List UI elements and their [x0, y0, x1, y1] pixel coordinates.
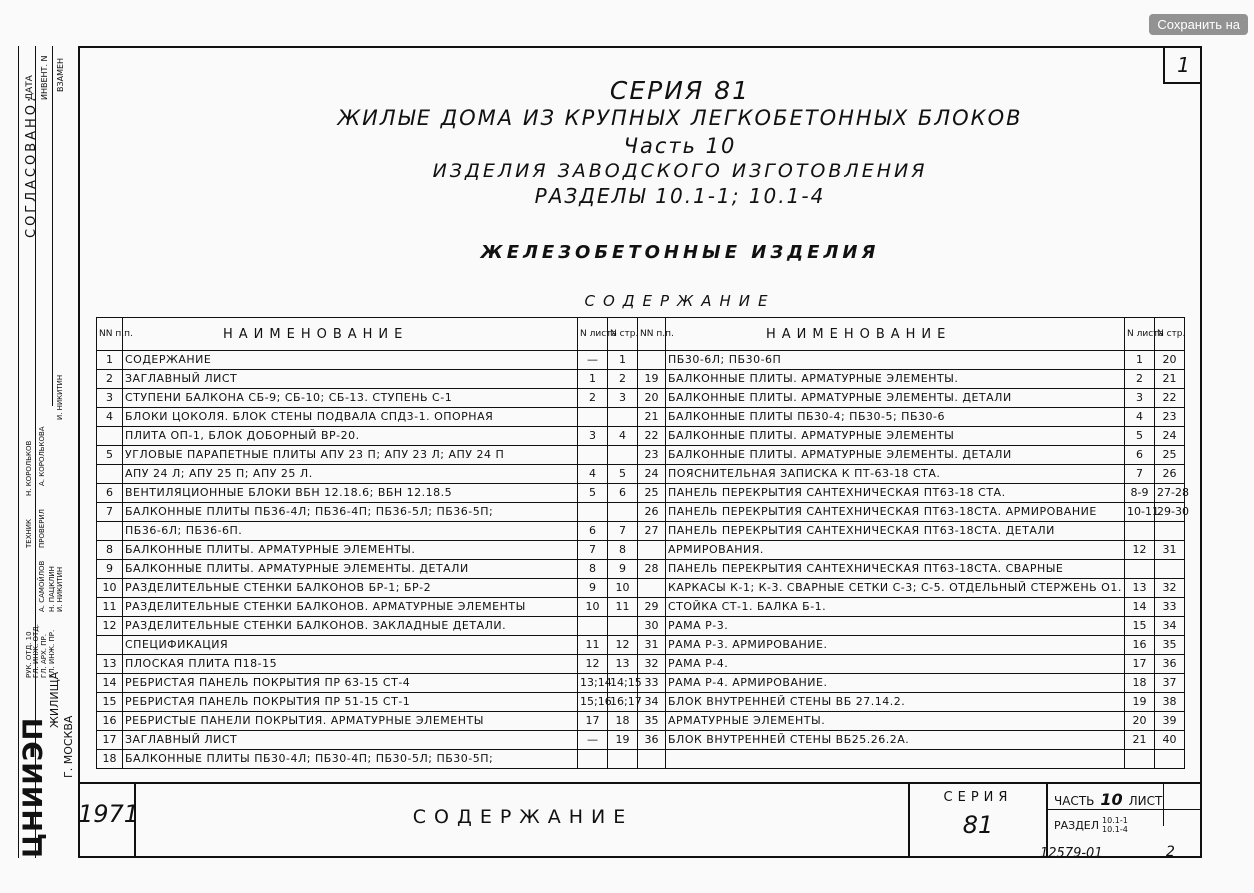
row-page: 11	[608, 598, 638, 617]
row-page: 2	[608, 370, 638, 389]
row-number: 1	[97, 351, 123, 370]
row-number: 9	[97, 560, 123, 579]
row-number: 32	[638, 655, 666, 674]
row-page	[608, 617, 638, 636]
row-page: 40	[1155, 731, 1185, 750]
approver-name: А. САМОЙЛОВ	[38, 560, 46, 612]
sheet-label: ЛИСТ	[1128, 794, 1163, 808]
row-sheet: 4	[578, 465, 608, 484]
row-name: РАЗДЕЛИТЕЛЬНЫЕ СТЕНКИ БАЛКОНОВ БР-1; БР-2	[123, 579, 578, 598]
row-sheet: 1	[1125, 351, 1155, 370]
row-name: ВЕНТИЛЯЦИОННЫЕ БЛОКИ ВБН 12.18.6; ВБН 12.18.5	[123, 484, 578, 503]
table-row	[97, 636, 638, 655]
row-page: 9	[608, 560, 638, 579]
row-sheet: 16	[1125, 636, 1155, 655]
table-row	[638, 541, 1185, 560]
row-sheet: 17	[1125, 655, 1155, 674]
row-number: 10	[97, 579, 123, 598]
table-row	[97, 598, 638, 617]
row-number: 11	[97, 598, 123, 617]
table-row	[638, 750, 1185, 769]
row-name: БАЛКОННЫЕ ПЛИТЫ ПБ36-4Л; ПБ36-4П; ПБ36-5Л; ПБ36-5П;	[123, 503, 578, 522]
row-number	[97, 636, 123, 655]
row-sheet: 2	[1125, 370, 1155, 389]
row-number	[638, 750, 666, 769]
row-name: РЕБРИСТАЯ ПАНЕЛЬ ПОКРЫТИЯ ПР 51-15 СТ-1	[123, 693, 578, 712]
section-bottom: 10.1-4	[1102, 825, 1128, 834]
table-row	[638, 693, 1185, 712]
header-name: НАИМЕНОВАНИЕ	[666, 318, 1125, 351]
sections-title: РАЗДЕЛЫ 10.1-1; 10.1-4	[534, 184, 826, 208]
role-label: РУК. ОТД. 10	[25, 631, 33, 678]
approver-name: А. КОРОЛЬКОВА	[38, 426, 46, 486]
table-row	[97, 560, 638, 579]
row-sheet: 10-11	[1125, 503, 1155, 522]
row-number: 34	[638, 693, 666, 712]
row-page: 27-28	[1155, 484, 1185, 503]
section-fraction	[1102, 816, 1128, 834]
row-number: 28	[638, 560, 666, 579]
table-row	[97, 731, 638, 750]
table-row	[97, 579, 638, 598]
row-sheet: 18	[1125, 674, 1155, 693]
row-name: ПОЯСНИТЕЛЬНАЯ ЗАПИСКА К ПТ-63-18 СТА.	[666, 465, 1125, 484]
row-name: РЕБРИСТАЯ ПАНЕЛЬ ПОКРЫТИЯ ПР 63-15 СТ-4	[123, 674, 578, 693]
section-top: 10.1-1	[1102, 816, 1128, 825]
row-sheet	[1125, 522, 1155, 541]
table-row	[97, 522, 638, 541]
header-sheet: N листа	[578, 318, 608, 351]
table-row	[97, 503, 638, 522]
row-number: 4	[97, 408, 123, 427]
row-number: 8	[97, 541, 123, 560]
row-name: ПАНЕЛЬ ПЕРЕКРЫТИЯ САНТЕХНИЧЕСКАЯ ПТ63-18СТА. СВАРНЫЕ	[666, 560, 1125, 579]
row-name: РАМА Р-4.	[666, 655, 1125, 674]
row-page: 34	[1155, 617, 1185, 636]
table-row	[97, 541, 638, 560]
inventory-label: ИНВЕНТ. N	[40, 55, 49, 100]
row-sheet: 10	[578, 598, 608, 617]
table-row	[638, 560, 1185, 579]
table-row	[638, 427, 1185, 446]
row-page	[1155, 750, 1185, 769]
agreed-label: СОГЛАСОВАНО:	[24, 94, 39, 238]
row-sheet: 13	[1125, 579, 1155, 598]
section-label: РАЗДЕЛ	[1054, 818, 1100, 832]
row-page: 33	[1155, 598, 1185, 617]
row-number: 26	[638, 503, 666, 522]
row-sheet: 5	[578, 484, 608, 503]
row-sheet	[1125, 750, 1155, 769]
row-number: 15	[97, 693, 123, 712]
row-sheet: 7	[1125, 465, 1155, 484]
row-number: 17	[97, 731, 123, 750]
row-sheet: 2	[578, 389, 608, 408]
row-sheet	[578, 617, 608, 636]
row-sheet: 3	[578, 427, 608, 446]
row-page	[608, 503, 638, 522]
row-sheet: 13;14	[578, 674, 608, 693]
row-page: 23	[1155, 408, 1185, 427]
archive-code: 12579-01	[1040, 846, 1103, 861]
row-name: РЕБРИСТЫЕ ПАНЕЛИ ПОКРЫТИЯ. АРМАТУРНЫЕ ЭЛЕМЕНТЫ	[123, 712, 578, 731]
row-name: РАМА Р-3. АРМИРОВАНИЕ.	[666, 636, 1125, 655]
part-value: 10	[1100, 790, 1123, 809]
row-sheet: 6	[578, 522, 608, 541]
row-number	[638, 541, 666, 560]
row-number	[638, 351, 666, 370]
row-page: 35	[1155, 636, 1185, 655]
row-number: 16	[97, 712, 123, 731]
row-page	[608, 750, 638, 769]
table-row	[638, 389, 1185, 408]
row-name: БАЛКОННЫЕ ПЛИТЫ ПБ30-4Л; ПБ30-4П; ПБ30-5Л; ПБ30-5П;	[123, 750, 578, 769]
row-sheet: 11	[578, 636, 608, 655]
series-title: СЕРИЯ 81	[609, 76, 751, 105]
row-sheet: —	[578, 731, 608, 750]
row-sheet: 12	[1125, 541, 1155, 560]
header-sheet: N листа	[1125, 318, 1155, 351]
approver-name: И. НИКИТИН	[56, 374, 64, 420]
row-name: ПАНЕЛЬ ПЕРЕКРЫТИЯ САНТЕХНИЧЕСКАЯ ПТ63-18 СТА.	[666, 484, 1125, 503]
row-page: 6	[608, 484, 638, 503]
role-label: ТЕХНИК	[25, 519, 33, 548]
series-label: СЕРИЯ	[943, 790, 1013, 805]
approver-name: И. НИКИТИН	[56, 566, 64, 612]
row-sheet: 6	[1125, 446, 1155, 465]
row-sheet: 15	[1125, 617, 1155, 636]
row-number: 36	[638, 731, 666, 750]
header-name: НАИМЕНОВАНИЕ	[123, 318, 578, 351]
row-sheet: 19	[1125, 693, 1155, 712]
products-title: ИЗДЕЛИЯ ЗАВОДСКОГО ИЗГОТОВЛЕНИЯ	[432, 160, 928, 182]
table-row	[638, 484, 1185, 503]
row-name: ЗАГЛАВНЫЙ ЛИСТ	[123, 370, 578, 389]
table-row	[638, 351, 1185, 370]
table-row	[97, 389, 638, 408]
save-button[interactable]: Сохранить на	[1149, 14, 1248, 35]
table-row	[638, 655, 1185, 674]
row-number: 35	[638, 712, 666, 731]
row-number: 24	[638, 465, 666, 484]
row-number: 7	[97, 503, 123, 522]
row-page: 8	[608, 541, 638, 560]
row-page: 7	[608, 522, 638, 541]
row-number: 3	[97, 389, 123, 408]
table-row	[97, 446, 638, 465]
contents-table-right	[637, 317, 1189, 769]
row-name: БАЛКОННЫЕ ПЛИТЫ. АРМАТУРНЫЕ ЭЛЕМЕНТЫ.	[123, 541, 578, 560]
row-number: 12	[97, 617, 123, 636]
row-number: 22	[638, 427, 666, 446]
row-page: 4	[608, 427, 638, 446]
row-sheet: 17	[578, 712, 608, 731]
organization-name: ЦНИИЭП	[18, 716, 49, 858]
row-name: ПЛОСКАЯ ПЛИТА П18-15	[123, 655, 578, 674]
table-row	[97, 712, 638, 731]
row-sheet: 5	[1125, 427, 1155, 446]
table-row	[638, 446, 1185, 465]
table-row	[638, 731, 1185, 750]
row-name: УГЛОВЫЕ ПАРАПЕТНЫЕ ПЛИТЫ АПУ 23 П; АПУ 23 Л; АПУ 24 П	[123, 446, 578, 465]
row-page: 14;15	[608, 674, 638, 693]
row-name: БАЛКОННЫЕ ПЛИТЫ. АРМАТУРНЫЕ ЭЛЕМЕНТЫ	[666, 427, 1125, 446]
replace-label: ВЗАМЕН	[56, 57, 65, 92]
row-number: 6	[97, 484, 123, 503]
row-name	[666, 750, 1125, 769]
table-row	[638, 522, 1185, 541]
row-number	[638, 579, 666, 598]
row-sheet: 7	[578, 541, 608, 560]
table-row	[97, 693, 638, 712]
row-sheet: 8-9	[1125, 484, 1155, 503]
row-page: 22	[1155, 389, 1185, 408]
contents-table-left	[96, 317, 642, 769]
section-row	[1048, 810, 1202, 840]
row-name: БАЛКОННЫЕ ПЛИТЫ. АРМАТУРНЫЕ ЭЛЕМЕНТЫ. ДЕТАЛИ	[123, 560, 578, 579]
table-row	[97, 427, 638, 446]
page-number: 2	[1166, 844, 1175, 860]
role-label: ГЛ. АРХ. ПР.	[40, 634, 48, 678]
row-number: 18	[97, 750, 123, 769]
row-page: 20	[1155, 351, 1185, 370]
row-sheet	[578, 503, 608, 522]
row-page: 25	[1155, 446, 1185, 465]
table-row	[97, 351, 638, 370]
row-page: 26	[1155, 465, 1185, 484]
approver-name: Н. ПАЦКЛИН	[48, 566, 56, 612]
table-row	[638, 598, 1185, 617]
table-row	[97, 750, 638, 769]
row-name: КАРКАСЫ К-1; К-3. СВАРНЫЕ СЕТКИ С-3; С-5. ОТДЕЛЬНЫЙ СТЕРЖЕНЬ О1.	[666, 579, 1125, 598]
row-name: СТОЙКА СТ-1. БАЛКА Б-1.	[666, 598, 1125, 617]
row-sheet	[1125, 560, 1155, 579]
row-page: 29-30	[1155, 503, 1185, 522]
table-row	[97, 484, 638, 503]
row-sheet: 3	[1125, 389, 1155, 408]
row-name: ПЛИТА ОП-1, БЛОК ДОБОРНЫЙ ВР-20.	[123, 427, 578, 446]
approver-name: Н. КОРОЛЬКОВ	[25, 440, 33, 496]
row-number	[97, 427, 123, 446]
table-row	[97, 674, 638, 693]
row-name: СОДЕРЖАНИЕ	[123, 351, 578, 370]
series-value: 81	[962, 811, 994, 839]
row-number: 5	[97, 446, 123, 465]
city: Г. МОСКВА	[62, 715, 75, 778]
row-number: 2	[97, 370, 123, 389]
row-page: 37	[1155, 674, 1185, 693]
part-label: ЧАСТЬ	[1054, 794, 1095, 808]
row-sheet	[578, 408, 608, 427]
header-nn: NN п.п.	[638, 318, 666, 351]
row-name: БАЛКОННЫЕ ПЛИТЫ. АРМАТУРНЫЕ ЭЛЕМЕНТЫ. ДЕТАЛИ	[666, 446, 1125, 465]
row-sheet: 20	[1125, 712, 1155, 731]
row-page: 36	[1155, 655, 1185, 674]
row-name: АПУ 24 Л; АПУ 25 П; АПУ 25 Л.	[123, 465, 578, 484]
row-page: 10	[608, 579, 638, 598]
margin-divider	[52, 46, 53, 406]
row-name: СПЕЦИФИКАЦИЯ	[123, 636, 578, 655]
row-page: 31	[1155, 541, 1185, 560]
row-sheet	[578, 446, 608, 465]
table-row	[97, 408, 638, 427]
row-number: 21	[638, 408, 666, 427]
row-number: 25	[638, 484, 666, 503]
row-sheet: —	[578, 351, 608, 370]
header-page: N стр.	[1155, 318, 1185, 351]
row-sheet: 4	[1125, 408, 1155, 427]
row-name: РАМА Р-4. АРМИРОВАНИЕ.	[666, 674, 1125, 693]
row-sheet: 15;16	[578, 693, 608, 712]
table-row	[638, 503, 1185, 522]
row-page: 13	[608, 655, 638, 674]
row-page	[608, 446, 638, 465]
row-page	[1155, 560, 1185, 579]
row-number: 19	[638, 370, 666, 389]
subject-title: ЖИЛЫЕ ДОМА ИЗ КРУПНЫХ ЛЕГКОБЕТОННЫХ БЛОКОВ	[337, 106, 1023, 130]
part-title: Часть 10	[623, 134, 737, 158]
row-number: 31	[638, 636, 666, 655]
row-page: 3	[608, 389, 638, 408]
row-name: РАМА Р-3.	[666, 617, 1125, 636]
row-sheet: 9	[578, 579, 608, 598]
table-header	[97, 318, 638, 351]
table-row	[638, 370, 1185, 389]
row-name: СТУПЕНИ БАЛКОНА СБ-9; СБ-10; СБ-13. СТУПЕНЬ С-1	[123, 389, 578, 408]
row-page	[1155, 522, 1185, 541]
row-name: БАЛКОННЫЕ ПЛИТЫ. АРМАТУРНЫЕ ЭЛЕМЕНТЫ.	[666, 370, 1125, 389]
row-page: 24	[1155, 427, 1185, 446]
role-label: ПРОВЕРИЛ	[38, 509, 46, 548]
stamp-year: 1971	[78, 784, 136, 858]
row-name: ЗАГЛАВНЫЙ ЛИСТ	[123, 731, 578, 750]
stamp-title: СОДЕРЖАНИЕ	[412, 806, 634, 828]
table-row	[638, 579, 1185, 598]
contents-heading: СОДЕРЖАНИЕ	[584, 292, 776, 310]
table-row	[97, 370, 638, 389]
row-name: БЛОК ВНУТРЕННЕЙ СТЕНЫ ВБ 27.14.2.	[666, 693, 1125, 712]
table-row	[638, 674, 1185, 693]
row-name: БЛОК ВНУТРЕННЕЙ СТЕНЫ ВБ25.26.2А.	[666, 731, 1125, 750]
row-sheet: 12	[578, 655, 608, 674]
row-number: 20	[638, 389, 666, 408]
row-sheet: 1	[578, 370, 608, 389]
row-sheet: 21	[1125, 731, 1155, 750]
row-number	[97, 522, 123, 541]
row-page: 12	[608, 636, 638, 655]
row-page: 21	[1155, 370, 1185, 389]
row-name: БАЛКОННЫЕ ПЛИТЫ. АРМАТУРНЫЕ ЭЛЕМЕНТЫ. ДЕТАЛИ	[666, 389, 1125, 408]
table-row	[97, 617, 638, 636]
row-number: 23	[638, 446, 666, 465]
row-name: ПАНЕЛЬ ПЕРЕКРЫТИЯ САНТЕХНИЧЕСКАЯ ПТ63-18СТА. ДЕТАЛИ	[666, 522, 1125, 541]
kind-title: ЖЕЛЕЗОБЕТОННЫЕ ИЗДЕЛИЯ	[480, 242, 880, 263]
row-page: 38	[1155, 693, 1185, 712]
organization-sub: ЖИЛИЩА	[48, 671, 61, 728]
row-name: АРМАТУРНЫЕ ЭЛЕМЕНТЫ.	[666, 712, 1125, 731]
role-label: ГЛ. ИНЖ. ОТД.	[32, 624, 40, 678]
stamp-series	[908, 784, 1048, 858]
header-page: N стр.	[608, 318, 638, 351]
row-sheet	[578, 750, 608, 769]
row-number: 29	[638, 598, 666, 617]
row-name: АРМИРОВАНИЯ.	[666, 541, 1125, 560]
row-page: 32	[1155, 579, 1185, 598]
table-row	[638, 465, 1185, 484]
row-name: РАЗДЕЛИТЕЛЬНЫЕ СТЕНКИ БАЛКОНОВ. АРМАТУРНЫЕ ЭЛЕМЕНТЫ	[123, 598, 578, 617]
row-page	[608, 408, 638, 427]
row-sheet: 14	[1125, 598, 1155, 617]
row-number: 27	[638, 522, 666, 541]
row-page: 39	[1155, 712, 1185, 731]
table-row	[638, 617, 1185, 636]
row-number: 30	[638, 617, 666, 636]
row-name: БЛОКИ ЦОКОЛЯ. БЛОК СТЕНЫ ПОДВАЛА СПД3-1. ОПОРНАЯ	[123, 408, 578, 427]
row-name: БАЛКОННЫЕ ПЛИТЫ ПБ30-4; ПБ30-5; ПБ30-6	[666, 408, 1125, 427]
row-page: 18	[608, 712, 638, 731]
row-name: ПБ30-6Л; ПБ30-6П	[666, 351, 1125, 370]
table-row	[638, 408, 1185, 427]
row-name: ПАНЕЛЬ ПЕРЕКРЫТИЯ САНТЕХНИЧЕСКАЯ ПТ63-18СТА. АРМИРОВАНИЕ	[666, 503, 1125, 522]
table-row	[638, 636, 1185, 655]
part-row	[1048, 784, 1202, 810]
header-nn: NN п.п.	[97, 318, 123, 351]
row-number: 14	[97, 674, 123, 693]
sheet-number: 1	[1163, 46, 1202, 84]
date-label: ДАТА	[25, 75, 35, 100]
row-sheet: 8	[578, 560, 608, 579]
row-page: 19	[608, 731, 638, 750]
stamp-divider	[1163, 784, 1164, 826]
table-row	[638, 712, 1185, 731]
row-name: ПБ36-6Л; ПБ36-6П.	[123, 522, 578, 541]
row-number: 13	[97, 655, 123, 674]
row-page: 1	[608, 351, 638, 370]
row-name: РАЗДЕЛИТЕЛЬНЫЕ СТЕНКИ БАЛКОНОВ. ЗАКЛАДНЫЕ ДЕТАЛИ.	[123, 617, 578, 636]
row-page: 5	[608, 465, 638, 484]
row-page: 16;17	[608, 693, 638, 712]
row-number	[97, 465, 123, 484]
table-header	[638, 318, 1185, 351]
role-label: ГЛ. ИНЖ. ПР.	[48, 629, 56, 678]
table-row	[97, 655, 638, 674]
table-row	[97, 465, 638, 484]
row-number: 33	[638, 674, 666, 693]
